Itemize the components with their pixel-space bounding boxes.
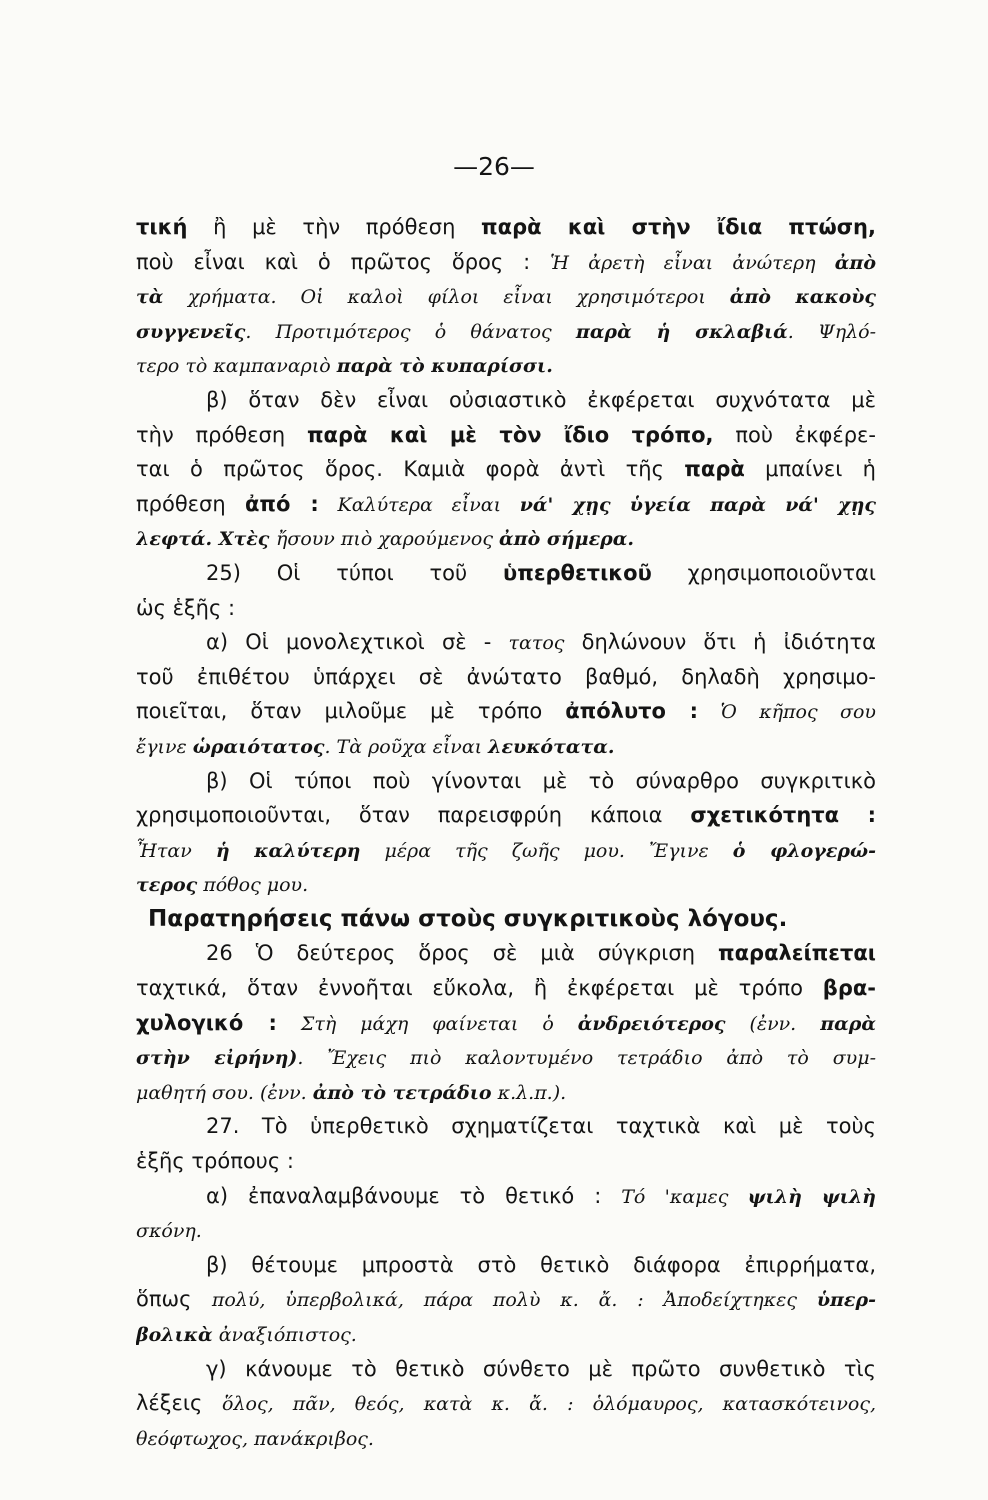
text-run: τερο τὸ καμπαναριὸ	[136, 355, 337, 378]
text-run: ποιεῖται, ὅταν μιλοῦμε μὲ τρόπο	[136, 699, 566, 724]
text-run: ψιλὴ ψιλὴ	[747, 1185, 876, 1208]
text-run: ἀπὸ	[834, 251, 876, 274]
text-line	[136, 521, 876, 556]
text-run: ἤσουν πιὸ χαρούμενος	[275, 528, 500, 551]
text-run: συγγενεῖς	[136, 320, 246, 343]
text-line	[136, 1109, 876, 1144]
text-run: Ἦταν	[136, 839, 216, 862]
text-run: Παρατηρήσεις πάνω στοὺς συγκριτικοὺς λόγους.	[148, 905, 788, 932]
text-line	[136, 1144, 876, 1179]
text-run: πόθος μου.	[197, 874, 309, 897]
text-run: λευκότατα.	[488, 735, 615, 758]
text-run: 27. Τὸ ὑπερθετικὸ σχηματίζεται ταχτικὰ καὶ μὲ τοὺς	[206, 1114, 876, 1139]
text-line	[136, 1179, 876, 1214]
text-run: τοῦ ἐπιθέτου ὑπάρχει σὲ ἀνώτατο βαθμό, δηλαδὴ χρησιμο-	[136, 664, 876, 689]
text-line	[136, 418, 876, 453]
text-run: ἀπόλυτο :	[565, 699, 699, 724]
text-run: ἀπὸ τὸ τετράδιο	[312, 1081, 492, 1104]
text-run: τατος	[508, 632, 565, 655]
text-run: ταχτικά, ὅταν ἐννοῆται εὔκολα, ἢ ἐκφέρεται μὲ τρόπο	[136, 976, 823, 1001]
text-run: ὁ φλογερώ-	[732, 839, 876, 862]
text-run: λέξεις	[136, 1391, 223, 1416]
text-run: παρὰ τὸ κυπαρίσσι.	[336, 355, 553, 378]
text-run: ἢ μὲ τὴν πρόθεση	[187, 215, 482, 239]
text-run: δηλώνουν ὅτι ἡ ἰδιότητα	[564, 630, 876, 655]
text-run: πρόθεση	[136, 491, 245, 516]
text-run: παρὰ ἡ σκλαβιά	[575, 320, 788, 343]
text-run: στὴν εἰρήνη)	[136, 1047, 298, 1070]
text-run: παραλείπεται	[718, 941, 876, 966]
text-line	[136, 210, 876, 245]
section-heading	[136, 902, 876, 937]
text-run: ἡ καλύτερη	[215, 839, 361, 862]
text-run: . Τὰ ροῦχα εἶναι	[324, 735, 489, 758]
text-run: ἀνδρειότερος	[577, 1012, 726, 1035]
text-line	[136, 936, 876, 971]
text-run: παρὰ καὶ στὴν ἴδια πτώση,	[481, 215, 876, 239]
text-run: παρὰ καὶ μὲ τὸν ἴδιο τρόπο,	[306, 422, 714, 447]
text-line	[136, 1213, 876, 1248]
text-run: λεφτά. Χτὲς	[136, 528, 276, 551]
text-line	[136, 660, 876, 695]
text-run: (ἐνν.	[725, 1012, 821, 1035]
text-run: τὴν πρόθεση	[136, 422, 307, 447]
text-run: β) θέτουμε μπροστὰ στὸ θετικὸ διάφορα ἐπιρρήματα,	[206, 1252, 876, 1277]
text-run: μαθητή σου. (ἐνν.	[136, 1081, 313, 1104]
text-run: α) Οἱ μονολεχτικοὶ σὲ -	[206, 630, 509, 655]
text-line	[136, 591, 876, 626]
text-run: β) Οἱ τύποι ποὺ γίνονται μὲ τὸ σύναρθρο συγκριτικὸ	[206, 768, 876, 793]
text-run: ὡς ἑξῆς :	[136, 595, 236, 620]
text-line	[136, 1317, 876, 1352]
text-run: χρησιμοποιοῦνται	[651, 560, 876, 585]
text-run: τική	[136, 215, 188, 239]
text-run: θεόφτωχος, πανάκριβος.	[136, 1427, 374, 1450]
text-run: πολύ, ὑπερβολικά, πάρα πολὺ κ. ἄ. : Ἀποδείχτηκες	[211, 1289, 817, 1312]
text-run: γ) κάνουμε τὸ θετικὸ σύνθετο μὲ πρῶτο συνθετικὸ τὶς	[206, 1356, 876, 1381]
text-line	[136, 1006, 876, 1041]
text-line	[136, 383, 876, 418]
text-run: ἔγινε	[136, 735, 193, 758]
text-line	[136, 764, 876, 799]
text-run: τερος	[136, 874, 198, 897]
text-line	[136, 798, 876, 833]
text-line	[136, 1040, 876, 1075]
text-run: Τό 'καμες	[621, 1185, 748, 1208]
text-run: α) ἐπαναλαμβάνουμε τὸ θετικό :	[206, 1183, 622, 1208]
text-run: ἀπό :	[244, 491, 319, 516]
body-text	[136, 210, 876, 1455]
text-line	[136, 1075, 876, 1110]
text-line	[136, 833, 876, 868]
text-run: τὰ	[136, 286, 188, 309]
text-run: Στὴ μάχη φαίνεται ὁ	[276, 1012, 578, 1035]
text-run: ὡραιότατος	[192, 735, 325, 758]
page-number: —26—	[453, 152, 535, 181]
text-line	[136, 1248, 876, 1283]
text-run: ἑξῆς τρόπους :	[136, 1149, 294, 1174]
text-line	[136, 556, 876, 591]
text-run: νά' χῃς ὑγεία παρὰ νά' χῃς	[519, 493, 876, 516]
text-line	[136, 245, 876, 280]
text-run: ἀπὸ σήμερα.	[499, 528, 635, 551]
text-line	[136, 729, 876, 764]
text-run: βολικὰ	[136, 1324, 213, 1346]
text-run: ποὺ εἶναι καὶ ὁ πρῶτος ὅρος :	[136, 249, 551, 274]
text-line	[136, 487, 876, 522]
text-run: παρὰ	[820, 1012, 876, 1035]
text-run: Ὁ κῆπος σου	[698, 701, 876, 724]
text-run: ἀναξιόπιστος.	[212, 1324, 357, 1346]
text-run: Ἡ ἀρετὴ εἶναι ἀνώτερη	[550, 251, 835, 274]
text-line	[136, 279, 876, 314]
text-run: κ.λ.π.).	[491, 1081, 567, 1104]
text-run: . Ἔχεις πιὸ καλοντυμένο τετράδιο	[297, 1047, 727, 1070]
text-run: χρήματα. Οἱ καλοὶ φίλοι εἶναι χρησιμότεροι	[187, 286, 730, 309]
text-line	[136, 314, 876, 349]
text-run: σχετικότητα :	[690, 803, 876, 828]
text-run: ἀπὸ κακοὺς	[729, 286, 876, 309]
text-line	[136, 452, 876, 487]
text-run: βρα-	[822, 976, 876, 1001]
text-run: . Ψηλό-	[787, 320, 876, 343]
text-line	[136, 625, 876, 660]
text-run: ὅλος, πᾶν, θεός, κατὰ κ. ἄ. : ὁλόμαυρος, κατασκότεινος,	[222, 1393, 876, 1416]
text-run: ὑπερθετικοῦ	[503, 560, 652, 585]
text-run: ται ὁ πρῶτος ὅρος. Καμιὰ φορὰ ἀντὶ τῆς	[136, 457, 685, 482]
text-run: β) ὅταν δὲν εἶναι οὐσιαστικὸ ἐκφέρεται συχνότατα μὲ	[206, 387, 876, 412]
text-line	[136, 348, 876, 383]
text-run: 26 Ὁ δεύτερος ὅρος σὲ μιὰ σύγκριση	[206, 941, 719, 966]
text-line	[136, 1386, 876, 1421]
text-run: ὑπερ-	[816, 1289, 876, 1312]
text-run: ὅπως	[136, 1287, 212, 1312]
text-run: παρὰ	[684, 457, 745, 482]
text-line	[136, 1282, 876, 1317]
text-run: . Προτιμότερος ὁ θάνατος	[245, 320, 576, 343]
text-line	[136, 694, 876, 729]
text-run: μπαίνει ἡ	[744, 457, 876, 482]
text-line	[136, 867, 876, 902]
text-run: ποὺ ἐκφέρε-	[713, 422, 876, 447]
text-line	[136, 1352, 876, 1387]
text-line	[136, 1421, 876, 1456]
text-run: Καλύτερα εἶναι	[318, 493, 520, 516]
text-run: χρησιμοποιοῦνται, ὅταν παρεισφρύη κάποια	[136, 803, 691, 828]
text-line	[136, 971, 876, 1006]
text-run: σκόνη.	[136, 1220, 202, 1243]
text-run: 25) Οἱ τύποι τοῦ	[206, 560, 504, 585]
text-run: χυλογικό :	[136, 1010, 277, 1035]
text-run: ἀπὸ τὸ συμ-	[726, 1047, 876, 1070]
text-run: μέρα τῆς ζωῆς μου. Ἔγινε	[360, 839, 733, 862]
